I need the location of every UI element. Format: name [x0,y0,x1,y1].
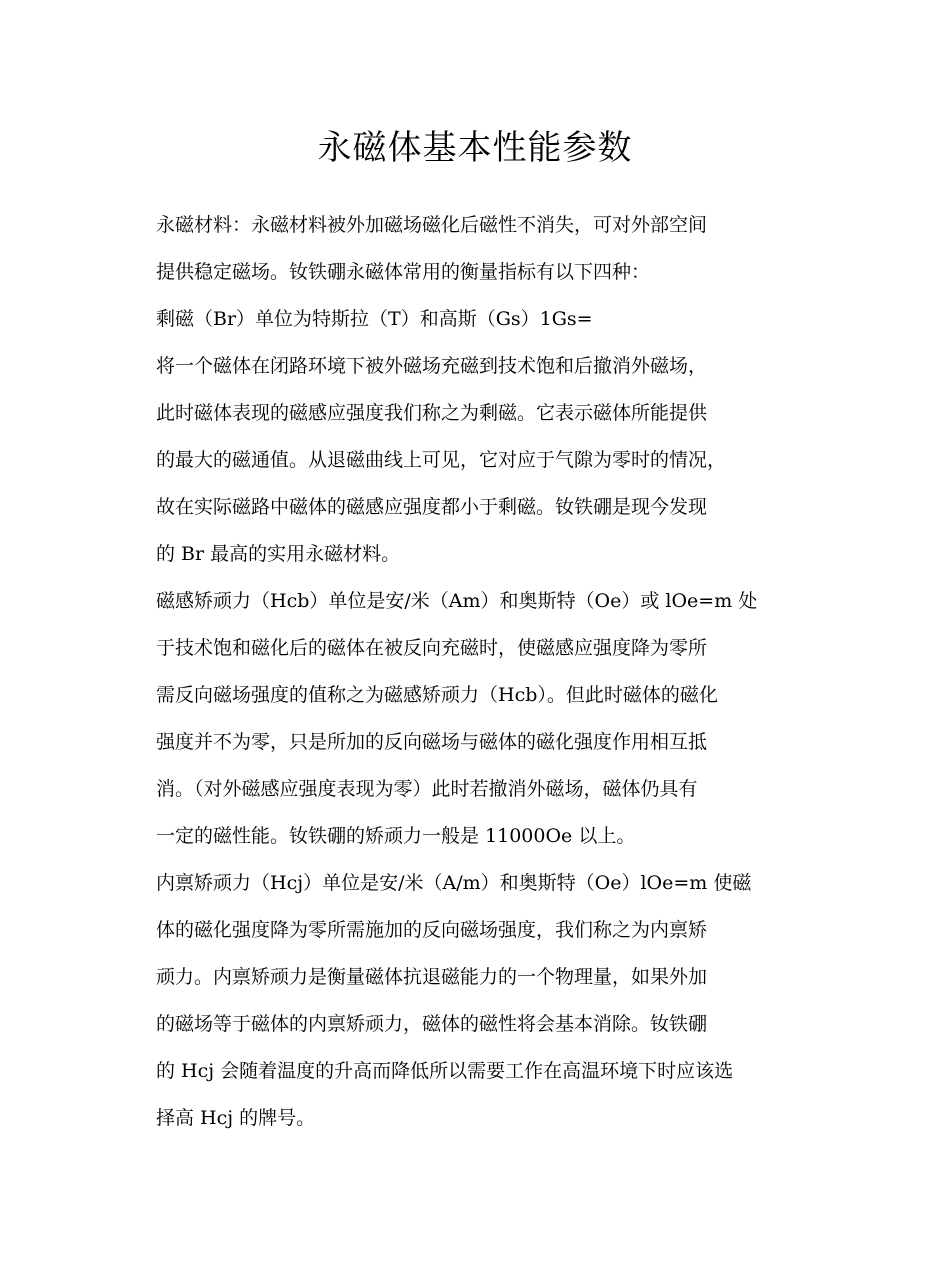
text-line: 于技术饱和磁化后的磁体在被反向充磁时，使磁感应强度降为零所 [156,637,708,659]
document-title: 永磁体基本性能参数 [317,128,633,168]
text-line: 将一个磁体在闭路环境下被外磁场充磁到技术饱和后撤消外磁场， [156,355,708,377]
document-body [156,202,796,1142]
text-line: 择高 Hcj 的牌号。 [156,1107,316,1129]
text-line: 消。（对外磁感应强度表现为零）此时若撤消外磁场，磁体仍具有 [156,778,698,800]
text-line: 此时磁体表现的磁感应强度我们称之为剩磁。它表示磁体所能提供 [156,402,708,424]
text-line: 强度并不为零，只是所加的反向磁场与磁体的磁化强度作用相互抵 [156,731,708,753]
text-line: 磁感矫顽力（Hcb）单位是安/米（Am）和奥斯特（Oe）或 lOe=m 处 [156,590,758,612]
text-line: 永磁材料：永磁材料被外加磁场磁化后磁性不消失，可对外部空间 [156,214,708,236]
text-line: 提供稳定磁场。钕铁硼永磁体常用的衡量指标有以下四种： [156,261,651,283]
text-line: 的最大的磁通值。从退磁曲线上可见，它对应于气隙为零时的情况， [156,449,727,471]
text-line: 的磁场等于磁体的内禀矫顽力，磁体的磁性将会基本消除。钕铁硼 [156,1013,708,1035]
text-line: 体的磁化强度降为零所需施加的反向磁场强度，我们称之为内禀矫 [156,919,708,941]
text-line: 内禀矫顽力（Hcj）单位是安/米（A/m）和奥斯特（Oe）lOe=m 使磁 [156,872,752,894]
text-line: 一定的磁性能。钕铁硼的矫顽力一般是 11000Oe 以上。 [156,825,636,847]
text-line: 的 Hcj 会随着温度的升高而降低所以需要工作在高温环境下时应该选 [156,1060,734,1082]
text-line: 顽力。内禀矫顽力是衡量磁体抗退磁能力的一个物理量，如果外加 [156,966,708,988]
text-line: 故在实际磁路中磁体的磁感应强度都小于剩磁。钕铁硼是现今发现 [156,496,708,518]
text-line: 剩磁（Br）单位为特斯拉（T）和高斯（Gs）1Gs= [156,308,593,330]
text-line: 需反向磁场强度的值称之为磁感矫顽力（Hcb）。但此时磁体的磁化 [156,684,718,706]
text-line: 的 Br 最高的实用永磁材料。 [156,543,401,565]
